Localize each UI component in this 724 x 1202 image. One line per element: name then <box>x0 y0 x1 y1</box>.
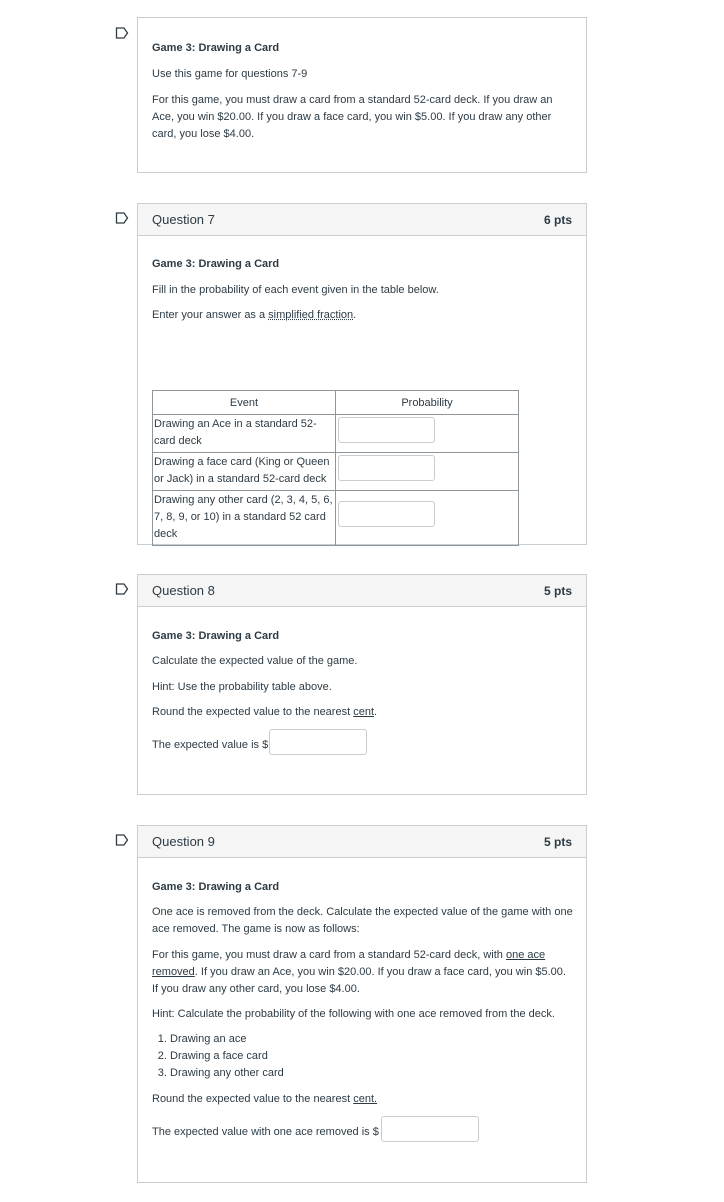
intro-description: For this game, you must draw a card from a standard 52-card deck. If you draw an Ace, you win $20.00. If you draw a face card, you win $5.00. If you draw any other card, you lose $4.00. <box>152 94 553 140</box>
expected-value-input[interactable] <box>269 729 367 755</box>
game-rules-text <box>152 947 570 998</box>
hint-text: Hint: Use the probability table above. <box>152 681 332 693</box>
expected-value-ace-removed-input[interactable] <box>381 1116 479 1142</box>
flag-question-icon[interactable] <box>115 27 129 39</box>
answer-label: The expected value with one ace removed is $ <box>152 1126 379 1138</box>
steps-list <box>170 1031 284 1082</box>
question-points: 6 pts <box>543 213 572 227</box>
event-face-card: Drawing a face card (King or Queen or Jack) in a standard 52-card deck <box>153 453 336 491</box>
question-title: Question 7 <box>152 212 215 227</box>
probability-ace-input[interactable] <box>338 417 435 443</box>
intro-title: Game 3: Drawing a Card <box>152 42 280 54</box>
round-text <box>152 1091 377 1108</box>
simplified-fraction-link[interactable]: simplified fraction <box>268 309 354 321</box>
cent-link[interactable]: cent. <box>353 1093 378 1105</box>
list-item: 3. Drawing any other card <box>170 1065 284 1082</box>
probability-header: Probability <box>336 391 519 415</box>
instruction-text: One ace is removed from the deck. Calculate the expected value of the game with one ace removed. The game is now as follows: <box>152 906 573 935</box>
probability-face-card-input[interactable] <box>338 455 435 481</box>
rules-suffix: . If you draw an Ace, you win $20.00. If you draw a face card, you win $5.00. If you draw any other card, you lose $4.00. <box>152 966 566 995</box>
game-title: Game 3: Drawing a Card <box>152 630 280 642</box>
cent-link[interactable]: cent <box>353 706 374 718</box>
one-ace-removed-link[interactable]: one ace removed <box>152 949 546 978</box>
table-row <box>153 415 519 453</box>
question-7-panel <box>137 203 587 545</box>
question-points: 5 pts <box>543 835 572 849</box>
flag-question-icon[interactable] <box>115 212 129 224</box>
question-9-header <box>138 826 586 858</box>
flag-question-icon[interactable] <box>115 583 129 595</box>
rules-prefix: For this game, you must draw a card from a standard 52-card deck, with <box>152 949 506 961</box>
question-8-header <box>138 575 586 607</box>
round-prefix: Round the expected value to the nearest <box>152 706 354 718</box>
intro-use-text: Use this game for questions 7-9 <box>152 68 308 80</box>
flag-question-icon[interactable] <box>115 834 129 846</box>
question-title: Question 9 <box>152 834 215 849</box>
event-header: Event <box>153 391 336 415</box>
probability-table <box>152 390 519 546</box>
intro-panel <box>137 17 587 173</box>
event-ace: Drawing an Ace in a standard 52-card deck <box>153 415 336 453</box>
enter-answer-text <box>152 307 356 324</box>
question-title: Question 8 <box>152 583 215 598</box>
round-text <box>152 704 377 721</box>
question-points: 5 pts <box>543 584 572 598</box>
event-other-card: Drawing any other card (2, 3, 4, 5, 6, 7, 8, 9, or 10) in a standard 52 card deck <box>153 491 336 546</box>
round-prefix: Round the expected value to the nearest <box>152 1093 354 1105</box>
question-7-header <box>138 204 586 236</box>
answer-label: The expected value is $ <box>152 739 269 751</box>
instruction-text: Calculate the expected value of the game. <box>152 655 358 667</box>
hint-text: Hint: Calculate the probability of the following with one ace removed from the deck. <box>152 1008 555 1020</box>
enter-suffix: . <box>353 309 357 321</box>
list-item: 1. Drawing an ace <box>170 1031 284 1048</box>
table-row <box>153 491 519 546</box>
list-item: 2. Drawing a face card <box>170 1048 284 1065</box>
question-9-panel <box>137 825 587 1183</box>
table-row <box>153 453 519 491</box>
game-title: Game 3: Drawing a Card <box>152 881 280 893</box>
round-suffix: . <box>374 706 378 718</box>
instruction-text: Fill in the probability of each event given in the table below. <box>152 284 439 296</box>
enter-prefix: Enter your answer as a <box>152 309 269 321</box>
question-8-panel <box>137 574 587 795</box>
table-header-row <box>153 391 519 415</box>
game-title: Game 3: Drawing a Card <box>152 258 280 270</box>
probability-other-card-input[interactable] <box>338 501 435 527</box>
